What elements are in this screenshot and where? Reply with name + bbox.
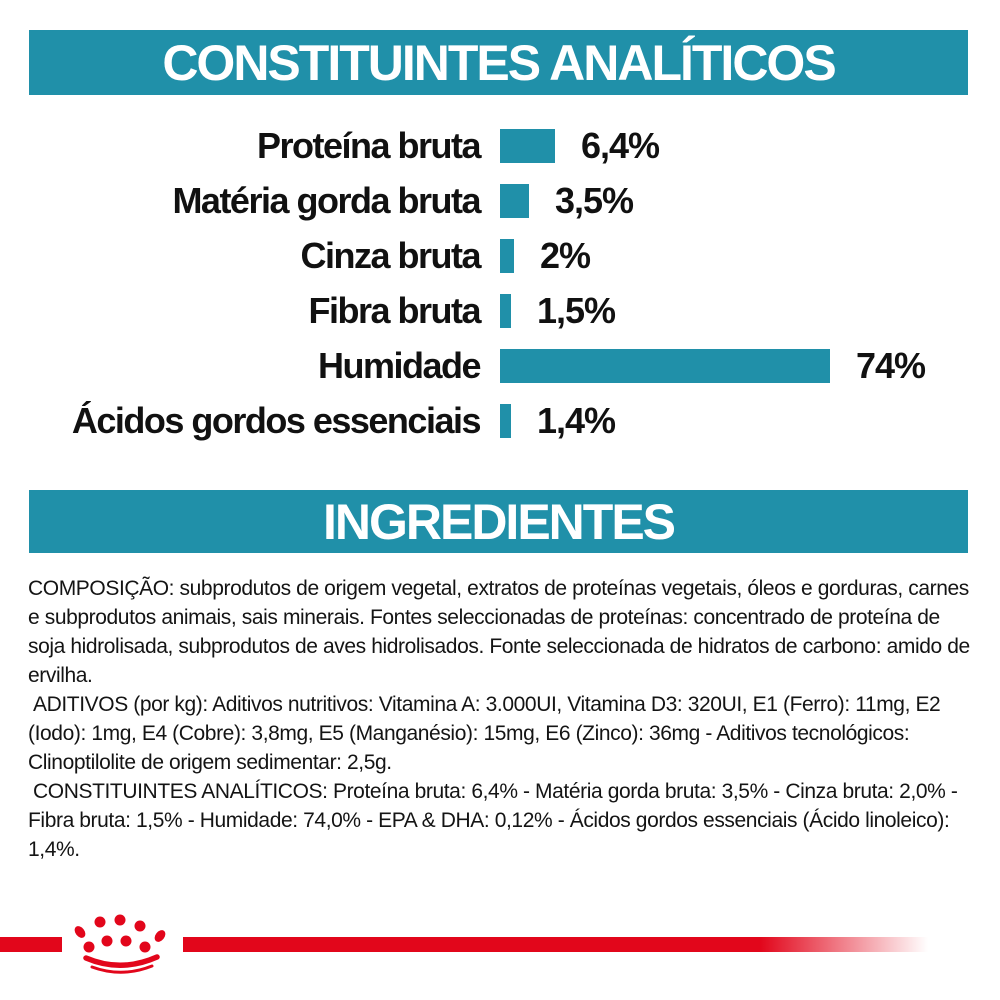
ingredients-text-block <box>28 574 978 864</box>
constituent-label: Fibra bruta <box>308 290 480 331</box>
constituent-value: 1,5% <box>537 290 616 331</box>
composition-paragraph: COMPOSIÇÃO: subprodutos de origem vegetal, extratos de proteínas vegetais, óleos e gorduras, carnes e subprodutos animais, sais minerais. Fontes seleccionadas de proteínas: concentrado de proteína de soja hidrolisada, subprodutos de aves hidrolisados. Fonte seleccionada de hidratos de carbono: amido de ervilha. <box>28 577 970 687</box>
constituent-label: Cinza bruta <box>300 235 480 276</box>
constituent-bar <box>500 184 529 218</box>
constituent-value: 3,5% <box>555 180 634 221</box>
chart-row <box>0 401 1000 441</box>
constituent-label: Matéria gorda bruta <box>172 180 480 221</box>
constituent-bar <box>500 349 830 383</box>
analytical-constituents-header <box>29 30 968 95</box>
constituent-label: Humidade <box>317 345 480 386</box>
chart-row <box>0 126 1000 166</box>
ingredients-title: INGREDIENTES <box>322 493 675 550</box>
analytical-constituents-paragraph: CONSTITUINTES ANALÍTICOS: Proteína bruta: 6,4% - Matéria gorda bruta: 3,5% - Cinza bruta: 2,0% - Fibra bruta: 1,5% - Humidade: 74,0% - EPA & DHA: 0,12% - Ácidos gordos essenciais (Ácido linoleico): 1,4%. <box>28 780 958 861</box>
additives-paragraph: ADITIVOS (por kg): Aditivos nutritivos: Vitamina A: 3.000UI, Vitamina D3: 320UI, E1 (Ferro): 11mg, E2 (Iodo): 1mg, E4 (Cobre): 3,8mg, E5 (Manganésio): 15mg, E6 (Zinco): 36mg - Aditivos tecnológicos: Clinoptilolite de origem sedimentar: 2,5g. <box>28 693 941 774</box>
constituent-label: Ácidos gordos essenciais <box>71 400 480 441</box>
analytical-constituents-title: CONSTITUINTES ANALÍTICOS <box>162 34 835 91</box>
chart-row <box>0 291 1000 331</box>
constituent-label: Proteína bruta <box>256 125 480 166</box>
chart-row <box>0 181 1000 221</box>
ingredients-header <box>29 490 968 553</box>
constituent-bar <box>500 294 511 328</box>
analytical-constituents-chart <box>0 126 1000 441</box>
constituent-value: 2% <box>540 235 591 276</box>
royal-canin-crown-logo-icon <box>65 908 175 980</box>
chart-row <box>0 346 1000 386</box>
constituent-value: 6,4% <box>581 125 660 166</box>
constituent-bar <box>500 129 555 163</box>
constituent-bar <box>500 404 511 438</box>
constituent-value: 74% <box>856 345 926 386</box>
constituent-value: 1,4% <box>537 400 616 441</box>
chart-row <box>0 236 1000 276</box>
constituent-bar <box>500 239 514 273</box>
